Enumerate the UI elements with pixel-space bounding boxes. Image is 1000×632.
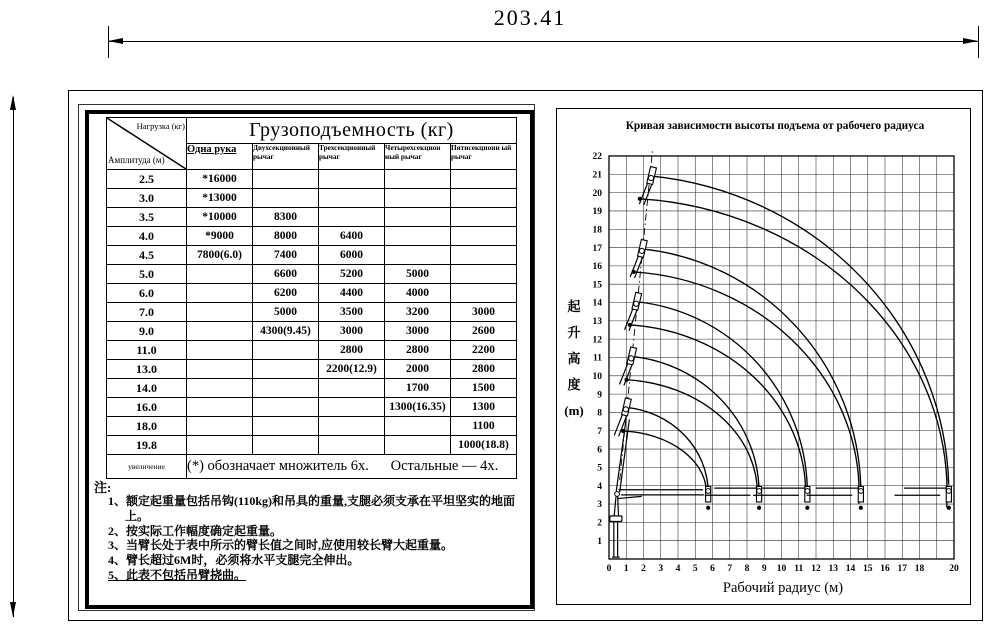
capacity-cell [187, 398, 253, 417]
svg-text:5: 5 [597, 463, 602, 474]
capacity-cell [187, 303, 253, 322]
capacity-cell [451, 227, 517, 246]
svg-text:Кривая зависимости высоты подъ: Кривая зависимости высоты подъема от рабочего радиуса [625, 120, 925, 132]
capacity-cell: 3200 [385, 303, 451, 322]
amplitude-cell: 16.0 [107, 398, 187, 417]
capacity-cell: 6200 [253, 284, 319, 303]
corner-load-label: Нагрузка (кг) [136, 121, 185, 131]
capacity-cell: 7800(6.0) [187, 246, 253, 265]
dimension-arrow-right-icon [963, 38, 978, 44]
svg-text:17: 17 [592, 243, 602, 254]
dimension-arrow-up-icon [10, 95, 16, 110]
left-dimension-line [13, 97, 14, 617]
notes-title: 注: [94, 480, 112, 495]
svg-text:9: 9 [761, 564, 767, 574]
notes-block [94, 481, 522, 583]
table-row [107, 265, 517, 284]
dimension-arrow-down-icon [10, 602, 16, 617]
amplitude-cell: 4.0 [107, 227, 187, 246]
svg-text:6: 6 [710, 564, 715, 574]
svg-text:7: 7 [597, 426, 602, 437]
capacity-cell: 8000 [253, 227, 319, 246]
capacity-cell [253, 170, 319, 189]
capacity-cell: 4000 [385, 284, 451, 303]
svg-text:9: 9 [597, 390, 602, 401]
svg-text:10: 10 [592, 372, 602, 382]
svg-text:15: 15 [592, 280, 602, 291]
table-row [107, 303, 517, 322]
svg-text:16: 16 [880, 564, 890, 574]
svg-text:13: 13 [592, 317, 602, 328]
amplitude-cell: 7.0 [107, 303, 187, 322]
capacity-cell: 5000 [253, 303, 319, 322]
capacity-cell [385, 208, 451, 227]
capacity-cell: 1000(18.8) [451, 436, 517, 455]
table-row [107, 417, 517, 436]
table-row [107, 360, 517, 379]
amplitude-cell: 18.0 [107, 417, 187, 436]
amplitude-cell: 14.0 [107, 379, 187, 398]
svg-text:14: 14 [845, 564, 856, 574]
capacity-cell: *16000 [187, 170, 253, 189]
capacity-cell [385, 417, 451, 436]
table-row [107, 341, 517, 360]
capacity-cell [187, 341, 253, 360]
svg-text:12: 12 [592, 335, 602, 346]
svg-text:20: 20 [949, 564, 959, 574]
dimension-extension-line [978, 26, 979, 58]
capacity-cell: 2200(12.9) [319, 360, 385, 379]
table-row [107, 189, 517, 208]
amplitude-cell: 5.0 [107, 265, 187, 284]
capacity-cell: 4300(9.45) [253, 322, 319, 341]
capacity-cell: 1300 [451, 398, 517, 417]
svg-text:2: 2 [597, 518, 602, 529]
capacity-cell: 5000 [385, 265, 451, 284]
capacity-cell [187, 265, 253, 284]
capacity-cell [451, 189, 517, 208]
amplitude-cell: 13.0 [107, 360, 187, 379]
capacity-cell: 2800 [451, 360, 517, 379]
svg-text:2: 2 [641, 564, 646, 574]
capacity-cell: 1700 [385, 379, 451, 398]
svg-text:18: 18 [914, 564, 925, 574]
top-dimension-line [108, 41, 978, 42]
capacity-cell [187, 379, 253, 398]
svg-text:18: 18 [592, 225, 602, 236]
footer-note: (*) обозначает множитель 6х. Остальные — 4х. [187, 455, 517, 479]
svg-text:起: 起 [567, 299, 581, 314]
svg-text:16: 16 [592, 262, 602, 273]
capacity-cell: 7400 [253, 246, 319, 265]
capacity-cell: 3000 [451, 303, 517, 322]
svg-text:11: 11 [794, 564, 804, 574]
svg-text:5: 5 [692, 564, 698, 574]
lift-height-vs-radius-chart [557, 109, 970, 604]
capacity-cell [385, 227, 451, 246]
svg-text:19: 19 [592, 207, 602, 218]
amplitude-cell: 2.5 [107, 170, 187, 189]
capacity-cell [253, 379, 319, 398]
capacity-cell [253, 360, 319, 379]
column-header: Двухсекционный рычаг [253, 144, 319, 170]
capacity-cell [451, 246, 517, 265]
corner-amplitude-label: Амплитуда (м) [108, 155, 165, 165]
capacity-cell: 2600 [451, 322, 517, 341]
svg-text:10: 10 [776, 564, 787, 574]
svg-text:1: 1 [597, 536, 602, 547]
capacity-cell: 8300 [253, 208, 319, 227]
svg-text:3: 3 [658, 564, 664, 574]
amplitude-cell: 19.8 [107, 436, 187, 455]
capacity-cell [253, 436, 319, 455]
note-item: 3、当臂长处于表中所示的臂长值之间时,应使用较长臂大起重量。 [108, 538, 454, 553]
capacity-cell [253, 189, 319, 208]
capacity-cell: 2800 [319, 341, 385, 360]
svg-text:度: 度 [567, 377, 581, 392]
capacity-cell [385, 246, 451, 265]
amplitude-cell: 11.0 [107, 341, 187, 360]
capacity-cell [319, 189, 385, 208]
capacity-cell [253, 341, 319, 360]
table-footer-row [107, 455, 517, 479]
capacity-cell [451, 265, 517, 284]
capacity-cell: 2800 [385, 341, 451, 360]
capacity-cell: 6000 [319, 246, 385, 265]
table-row [107, 227, 517, 246]
svg-text:11: 11 [593, 353, 602, 364]
capacity-cell: 2200 [451, 341, 517, 360]
capacity-cell: 2000 [385, 360, 451, 379]
svg-text:升: 升 [567, 325, 581, 340]
svg-text:1: 1 [623, 564, 629, 574]
capacity-cell: 6600 [253, 265, 319, 284]
table-row [107, 284, 517, 303]
table-row [107, 322, 517, 341]
svg-text:(m): (m) [564, 403, 584, 418]
svg-text:8: 8 [744, 564, 750, 574]
svg-text:0: 0 [606, 564, 612, 574]
table-row [107, 170, 517, 189]
column-header: Трехсекционный рычаг [319, 144, 385, 170]
capacity-cell [451, 284, 517, 303]
capacity-cell [451, 170, 517, 189]
capacity-cell [253, 398, 319, 417]
capacity-cell [385, 170, 451, 189]
capacity-cell: *13000 [187, 189, 253, 208]
ground-boom-head [805, 486, 810, 509]
capacity-cell: 3500 [319, 303, 385, 322]
capacity-cell [319, 208, 385, 227]
amplitude-cell: 4.5 [107, 246, 187, 265]
svg-text:17: 17 [897, 564, 907, 574]
capacity-cell: 3000 [385, 322, 451, 341]
svg-text:12: 12 [811, 564, 821, 574]
load-capacity-table [106, 117, 517, 479]
note-item: 1、额定起重量包括吊钩(110kg)和吊具的重量,支腿必须支承在平坦坚实的地面上。 [108, 494, 516, 523]
capacity-cell [187, 436, 253, 455]
column-header: Пятисекционн ый рычаг [451, 144, 517, 170]
capacity-cell [319, 379, 385, 398]
amplitude-cell: 9.0 [107, 322, 187, 341]
table-row [107, 436, 517, 455]
capacity-cell [385, 189, 451, 208]
capacity-cell [385, 436, 451, 455]
svg-text:22: 22 [592, 152, 602, 163]
ground-boom-head [858, 486, 863, 509]
note-item: 2、按实际工作幅度确定起重量。 [108, 523, 283, 538]
amplitude-cell: 3.5 [107, 208, 187, 227]
capacity-cell: *9000 [187, 227, 253, 246]
ground-boom-head [756, 486, 761, 509]
capacity-cell [187, 322, 253, 341]
table-row [107, 398, 517, 417]
svg-text:Рабочий радиус (м): Рабочий радиус (м) [722, 580, 844, 596]
ground-boom-head [706, 486, 711, 509]
capacity-cell: 1500 [451, 379, 517, 398]
table-row [107, 208, 517, 227]
capacity-cell [319, 170, 385, 189]
svg-text:13: 13 [828, 564, 838, 574]
note-item: 4、臂长超过6M时，必须将水平支腿完全伸出。 [108, 553, 360, 568]
capacity-cell [451, 208, 517, 227]
capacity-cell: 1100 [451, 417, 517, 436]
svg-text:20: 20 [592, 188, 602, 199]
note-item: 5、此表不包括吊臂挠曲。 [108, 567, 247, 582]
top-width-dimension-label: 203.41 [493, 5, 567, 30]
footer-label: увеличение [107, 455, 187, 479]
svg-text:8: 8 [597, 408, 602, 419]
svg-text:4: 4 [597, 481, 602, 492]
svg-text:6: 6 [597, 445, 602, 456]
column-header: Одна рука [187, 144, 253, 170]
capacity-cell [319, 398, 385, 417]
capacity-cell: 3000 [319, 322, 385, 341]
svg-text:15: 15 [863, 564, 873, 574]
table-row [107, 379, 517, 398]
svg-text:14: 14 [592, 298, 602, 309]
lift-curve-panel [556, 108, 971, 605]
capacity-cell [187, 284, 253, 303]
capacity-cell [319, 436, 385, 455]
svg-text:7: 7 [727, 564, 733, 574]
svg-text:4: 4 [675, 564, 681, 574]
column-header: Четырехсекцион ный рычаг [385, 144, 451, 170]
svg-text:21: 21 [592, 170, 602, 181]
capacity-cell [319, 417, 385, 436]
capacity-cell: 6400 [319, 227, 385, 246]
capacity-cell [187, 360, 253, 379]
capacity-cell: 1300(16.35) [385, 398, 451, 417]
amplitude-cell: 6.0 [107, 284, 187, 303]
table-row [107, 246, 517, 265]
svg-text:3: 3 [597, 500, 602, 511]
svg-text:高: 高 [567, 351, 581, 366]
dimension-arrow-left-icon [108, 38, 123, 44]
capacity-cell: 5200 [319, 265, 385, 284]
capacity-cell: *10000 [187, 208, 253, 227]
amplitude-cell: 3.0 [107, 189, 187, 208]
table-title: Грузоподъемность (кг) [187, 118, 517, 144]
capacity-cell [187, 417, 253, 436]
capacity-cell [253, 417, 319, 436]
capacity-cell: 4400 [319, 284, 385, 303]
table-corner-cell [107, 118, 187, 170]
